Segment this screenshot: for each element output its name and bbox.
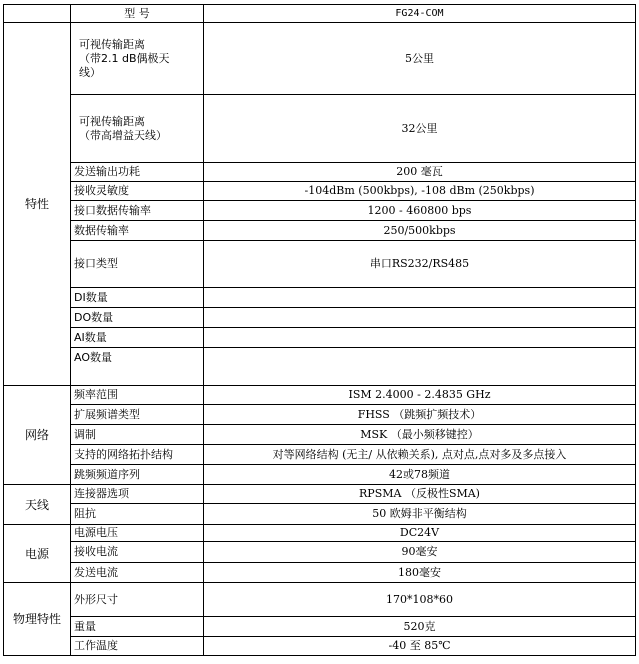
row-label: 阻抗: [71, 504, 204, 525]
row-label: 接收电流: [71, 542, 204, 563]
table-row: [4, 485, 636, 504]
row-label: 接收灵敏度: [71, 182, 204, 201]
table-row: [4, 182, 636, 201]
row-value: [204, 348, 636, 386]
table-row: [4, 95, 636, 163]
table-row: [4, 542, 636, 563]
table-row: [4, 348, 636, 386]
category-antenna: 天线: [4, 485, 71, 525]
table-row: [4, 563, 636, 583]
row-value: DC24V: [204, 525, 636, 542]
row-label: 数据传输率: [71, 221, 204, 241]
row-value: 32公里: [204, 95, 636, 163]
table-row: [4, 241, 636, 288]
category-power: 电源: [4, 525, 71, 583]
category-physical: 物理特性: [4, 583, 71, 656]
row-value: MSK （最小频移键控）: [204, 425, 636, 445]
row-label: DO数量: [71, 308, 204, 328]
row-value: 串口RS232/RS485: [204, 241, 636, 288]
table-row: [4, 525, 636, 542]
row-label: 调制: [71, 425, 204, 445]
row-value: 170*108*60: [204, 583, 636, 617]
row-value: 对等网络结构 (无主/ 从依赖关系), 点对点,点对多及多点接入: [204, 445, 636, 465]
row-value: FHSS （跳频扩频技术）: [204, 405, 636, 425]
row-label: 跳频频道序列: [71, 465, 204, 485]
table-row: [4, 163, 636, 182]
table-row: [4, 504, 636, 525]
row-label: 外形尺寸: [71, 583, 204, 617]
table-row: [4, 617, 636, 637]
table-row: [4, 288, 636, 308]
header-corner-cell: [4, 5, 71, 23]
table-row: [4, 308, 636, 328]
row-value: ISM 2.4000 - 2.4835 GHz: [204, 386, 636, 405]
row-value: -40 至 85℃: [204, 637, 636, 656]
row-label: 接口类型: [71, 241, 204, 288]
header-label: 型 号: [71, 5, 204, 23]
table-row: [4, 583, 636, 617]
row-value: 520克: [204, 617, 636, 637]
row-label: 工作温度: [71, 637, 204, 656]
row-value: -104dBm (500kbps), -108 dBm (250kbps): [204, 182, 636, 201]
row-label: 可视传输距离 （带2.1 dB偶极天 线）: [71, 23, 204, 95]
table-row: [4, 465, 636, 485]
row-label: DI数量: [71, 288, 204, 308]
row-label: 可视传输距离 （带高增益天线）: [71, 95, 204, 163]
row-label: 频率范围: [71, 386, 204, 405]
row-value: [204, 328, 636, 348]
row-value: 5公里: [204, 23, 636, 95]
table-row: [4, 637, 636, 656]
header-row: [4, 5, 636, 23]
row-label: 扩展频谱类型: [71, 405, 204, 425]
row-value: 42或78频道: [204, 465, 636, 485]
row-value: RPSMA （反极性SMA): [204, 485, 636, 504]
table-row: [4, 386, 636, 405]
row-label: 连接器选项: [71, 485, 204, 504]
row-label: 接口数据传输率: [71, 201, 204, 221]
row-value: 50 欧姆非平衡结构: [204, 504, 636, 525]
table-row: [4, 23, 636, 95]
table-row: [4, 221, 636, 241]
header-model: FG24-COM: [204, 5, 636, 23]
table-row: [4, 405, 636, 425]
category-characteristics: 特性: [4, 23, 71, 386]
row-label: 发送输出功耗: [71, 163, 204, 182]
table-row: [4, 328, 636, 348]
row-label: AI数量: [71, 328, 204, 348]
row-label: 发送电流: [71, 563, 204, 583]
row-label: AO数量: [71, 348, 204, 386]
row-value: [204, 308, 636, 328]
row-value: [204, 288, 636, 308]
row-label: 支持的网络拓扑结构: [71, 445, 204, 465]
spec-table: [3, 4, 636, 656]
table-row: [4, 425, 636, 445]
row-value: 90毫安: [204, 542, 636, 563]
table-row: [4, 445, 636, 465]
row-value: 1200 - 460800 bps: [204, 201, 636, 221]
row-label: 电源电压: [71, 525, 204, 542]
row-label: 重量: [71, 617, 204, 637]
table-row: [4, 201, 636, 221]
row-value: 250/500kbps: [204, 221, 636, 241]
row-value: 180毫安: [204, 563, 636, 583]
row-value: 200 毫瓦: [204, 163, 636, 182]
category-network: 网络: [4, 386, 71, 485]
